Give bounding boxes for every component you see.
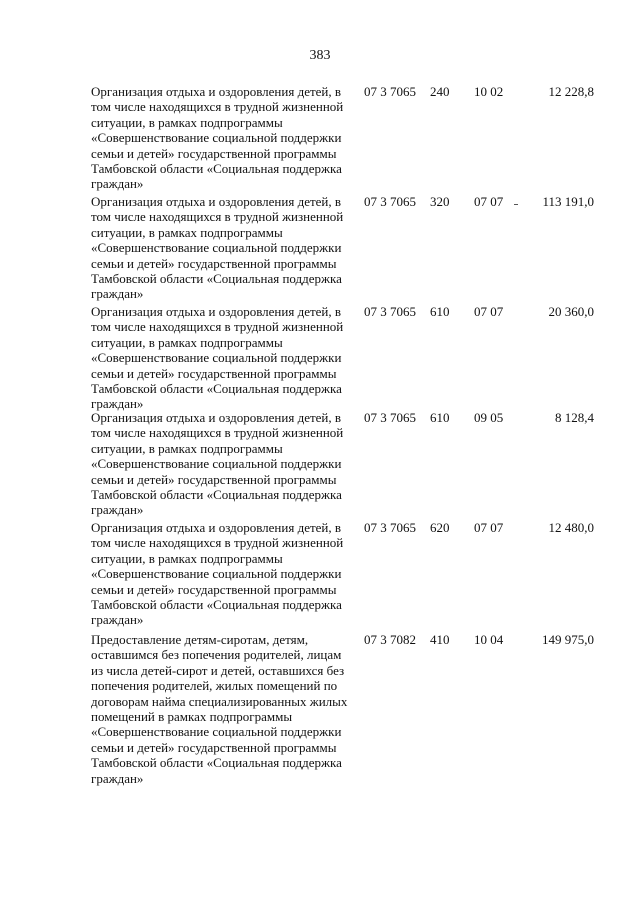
row-section: 07 07 xyxy=(474,304,504,319)
row-expense-type: 240 xyxy=(430,84,450,99)
row-target-code: 07 3 7065 xyxy=(364,520,416,535)
row-amount: 12 480,0 xyxy=(548,520,594,535)
row-target-code: 07 3 7065 xyxy=(364,194,416,209)
table-row xyxy=(0,410,640,520)
row-section: 10 02 xyxy=(474,84,504,99)
row-amount: 20 360,0 xyxy=(548,304,594,319)
row-target-code: 07 3 7065 xyxy=(364,410,416,425)
table-row xyxy=(0,194,640,304)
row-expense-type: 610 xyxy=(430,304,450,319)
table-row xyxy=(0,304,640,414)
row-target-code: 07 3 7065 xyxy=(364,84,416,99)
row-description: Организация отдыха и оздоровления детей, в том числе находящихся в трудной жизненной ситуации, в рамках подпрограммы «Совершенствование социальной поддержки семьи и детей» государственной программы Тамбовской области «Социальная поддержка граждан» xyxy=(91,304,344,412)
table-row xyxy=(0,84,640,194)
scan-mark xyxy=(514,204,518,205)
row-section: 07 07 xyxy=(474,520,504,535)
row-amount: 12 228,8 xyxy=(548,84,594,99)
row-description: Организация отдыха и оздоровления детей, в том числе находящихся в трудной жизненной ситуации, в рамках подпрограммы «Совершенствование социальной поддержки семьи и детей» государственной программы Тамбовской области «Социальная поддержка граждан» xyxy=(91,410,344,518)
row-expense-type: 320 xyxy=(430,194,450,209)
row-description: Организация отдыха и оздоровления детей, в том числе находящихся в трудной жизненной ситуации, в рамках подпрограммы «Совершенствование социальной поддержки семьи и детей» государственной программы Тамбовской области «Социальная поддержка граждан» xyxy=(91,194,344,302)
row-expense-type: 410 xyxy=(430,632,450,647)
table-row xyxy=(0,520,640,632)
row-target-code: 07 3 7082 xyxy=(364,632,416,647)
row-section: 09 05 xyxy=(474,410,504,425)
row-section: 10 04 xyxy=(474,632,504,647)
row-expense-type: 610 xyxy=(430,410,450,425)
row-amount: 8 128,4 xyxy=(555,410,594,425)
row-description: Предоставление детям-сиротам, детям, оставшимся без попечения родителей, лицам из числа детей-сирот и детей, оставшихся без попечения родителей, жилых помещений по договорам найма специализированных жилых помещений в рамках подпрограммы «Совершенствование социальной поддержки семьи и детей» государственной программы Тамбовской области «Социальная поддержка граждан» xyxy=(91,632,348,786)
row-amount: 149 975,0 xyxy=(542,632,594,647)
page-number: 383 xyxy=(309,48,331,63)
row-amount: 113 191,0 xyxy=(542,194,594,209)
table-row xyxy=(0,632,640,802)
row-expense-type: 620 xyxy=(430,520,450,535)
row-target-code: 07 3 7065 xyxy=(364,304,416,319)
row-description: Организация отдыха и оздоровления детей, в том числе находящихся в трудной жизненной ситуации, в рамках подпрограммы «Совершенствование социальной поддержки семьи и детей» государственной программы Тамбовской области «Социальная поддержка граждан» xyxy=(91,520,344,628)
row-section: 07 07 xyxy=(474,194,504,209)
row-description: Организация отдыха и оздоровления детей, в том числе находящихся в трудной жизненной ситуации, в рамках подпрограммы «Совершенствование социальной поддержки семьи и детей» государственной программы Тамбовской области «Социальная поддержка граждан» xyxy=(91,84,344,192)
